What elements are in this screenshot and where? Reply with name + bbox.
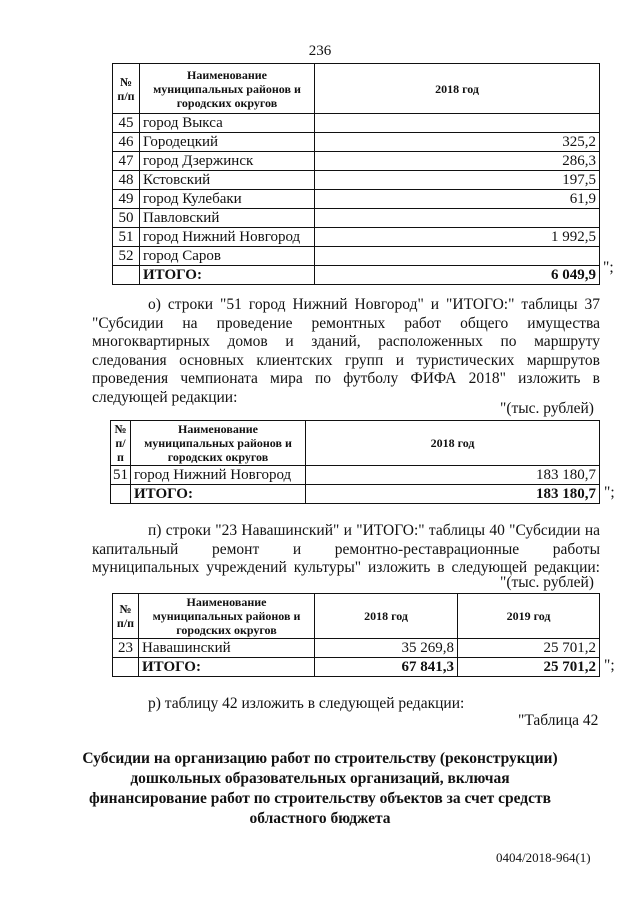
table-subsidies-3 (112, 593, 600, 677)
table-row (113, 190, 600, 209)
row-name: город Дзержинск (140, 152, 315, 171)
header-name: Наименование муниципальных районов и городских округов (139, 594, 315, 639)
table-row (113, 228, 600, 247)
row-value: 286,3 (315, 152, 600, 171)
header-year-2019: 2019 год (458, 594, 600, 639)
row-value (315, 247, 600, 266)
header-number: № п/п (113, 594, 139, 639)
row-number: 23 (113, 639, 139, 658)
paragraph-p (92, 522, 600, 578)
total-value: 6 049,9 (315, 266, 600, 285)
unit-label: "(тыс. рублей) (500, 400, 594, 417)
total-label: ИТОГО: (131, 485, 306, 504)
row-name: город Саров (140, 247, 315, 266)
row-number: 50 (113, 209, 140, 228)
row-name: город Выкса (140, 114, 315, 133)
paragraph-line: капитальный ремонт и ремонтно-реставрационные работы (92, 540, 600, 558)
table-row (113, 114, 600, 133)
header-year-2018: 2018 год (315, 594, 458, 639)
row-number: 52 (113, 247, 140, 266)
paragraph-line: следующей редакции: (92, 388, 238, 406)
table-row (113, 171, 600, 190)
table-42-label: "Таблица 42 (518, 712, 599, 729)
table-subsidies-2 (110, 420, 600, 504)
paragraph-line: многоквартирных домов и зданий, расположенных по маршруту (92, 333, 600, 350)
total-value-2018: 67 841,3 (315, 658, 458, 677)
row-name: город Нижний Новгород (140, 228, 315, 247)
page-number: 236 (308, 43, 332, 59)
total-empty-cell (113, 266, 140, 285)
row-name: город Нижний Новгород (131, 466, 306, 485)
row-number: 51 (111, 466, 131, 485)
row-name: Городецкий (140, 133, 315, 152)
total-empty-cell (111, 485, 131, 504)
unit-label: "(тыс. рублей) (500, 574, 594, 591)
section-heading (60, 749, 580, 829)
heading-line: областного бюджета (249, 810, 391, 827)
table-row (113, 133, 600, 152)
header-number: № п/п (111, 421, 131, 466)
paragraph-r: р) таблицу 42 изложить в следующей редакции: (148, 695, 465, 712)
paragraph-line: проведения чемпионата мира по футболу ФИФА 2018" изложить в (92, 370, 600, 387)
header-year-2018: 2018 год (315, 64, 600, 114)
row-name: Кстовский (140, 171, 315, 190)
row-name: Павловский (140, 209, 315, 228)
row-value (315, 114, 600, 133)
table-row (113, 209, 600, 228)
table-row (113, 247, 600, 266)
table-subsidies-1 (112, 63, 600, 285)
row-value-2018: 35 269,8 (315, 639, 458, 658)
total-row (113, 658, 600, 677)
total-row (111, 485, 600, 504)
row-number: 46 (113, 133, 140, 152)
document-number: 0404/2018-964(1) (496, 850, 591, 865)
header-name: Наименование муниципальных районов и городских округов (131, 421, 306, 466)
heading-line: финансирование работ по строительству объектов за счет средств (88, 790, 552, 807)
paragraph-line: п) строки "23 Навашинский" и "ИТОГО:" таблицы 40 "Субсидии на (148, 522, 600, 539)
header-year-2018: 2018 год (306, 421, 600, 466)
table-row (113, 152, 600, 171)
paragraph-line: муниципальных учреждений культуры" изложить в следующей редакции: (92, 559, 600, 576)
row-number: 48 (113, 171, 140, 190)
paragraph-line: "Субсидии на проведение ремонтных работ общего имущества (92, 314, 600, 332)
paragraph-o (92, 296, 600, 407)
paragraph-line: следования основных клиентских групп и туристических маршрутов (92, 351, 600, 369)
closing-quote: "; (603, 259, 614, 276)
heading-line: Субсидии на организацию работ по строительству (реконструкции) (82, 750, 558, 767)
table-row (113, 639, 600, 658)
paragraph-line: о) строки "51 город Нижний Новгород" и "ИТОГО:" таблицы 37 (148, 296, 600, 313)
heading-line: дошкольных образовательных организаций, включая (130, 770, 510, 787)
header-name: Наименование муниципальных районов и городских округов (140, 64, 315, 114)
row-number: 45 (113, 114, 140, 133)
row-value: 197,5 (315, 171, 600, 190)
total-value: 183 180,7 (306, 485, 600, 504)
row-value: 183 180,7 (306, 466, 600, 485)
total-value-2019: 25 701,2 (458, 658, 600, 677)
row-value: 325,2 (315, 133, 600, 152)
row-value: 61,9 (315, 190, 600, 209)
total-label: ИТОГО: (140, 266, 315, 285)
row-value: 1 992,5 (315, 228, 600, 247)
row-name: город Кулебаки (140, 190, 315, 209)
row-number: 49 (113, 190, 140, 209)
header-number: № п/п (113, 64, 140, 114)
closing-quote: "; (604, 657, 615, 674)
closing-quote: "; (604, 484, 615, 501)
row-value-2019: 25 701,2 (458, 639, 600, 658)
total-row (113, 266, 600, 285)
row-number: 47 (113, 152, 140, 171)
total-label: ИТОГО: (139, 658, 315, 677)
row-name: Навашинский (139, 639, 315, 658)
row-number: 51 (113, 228, 140, 247)
table-row (111, 466, 600, 485)
row-value (315, 209, 600, 228)
total-empty-cell (113, 658, 139, 677)
